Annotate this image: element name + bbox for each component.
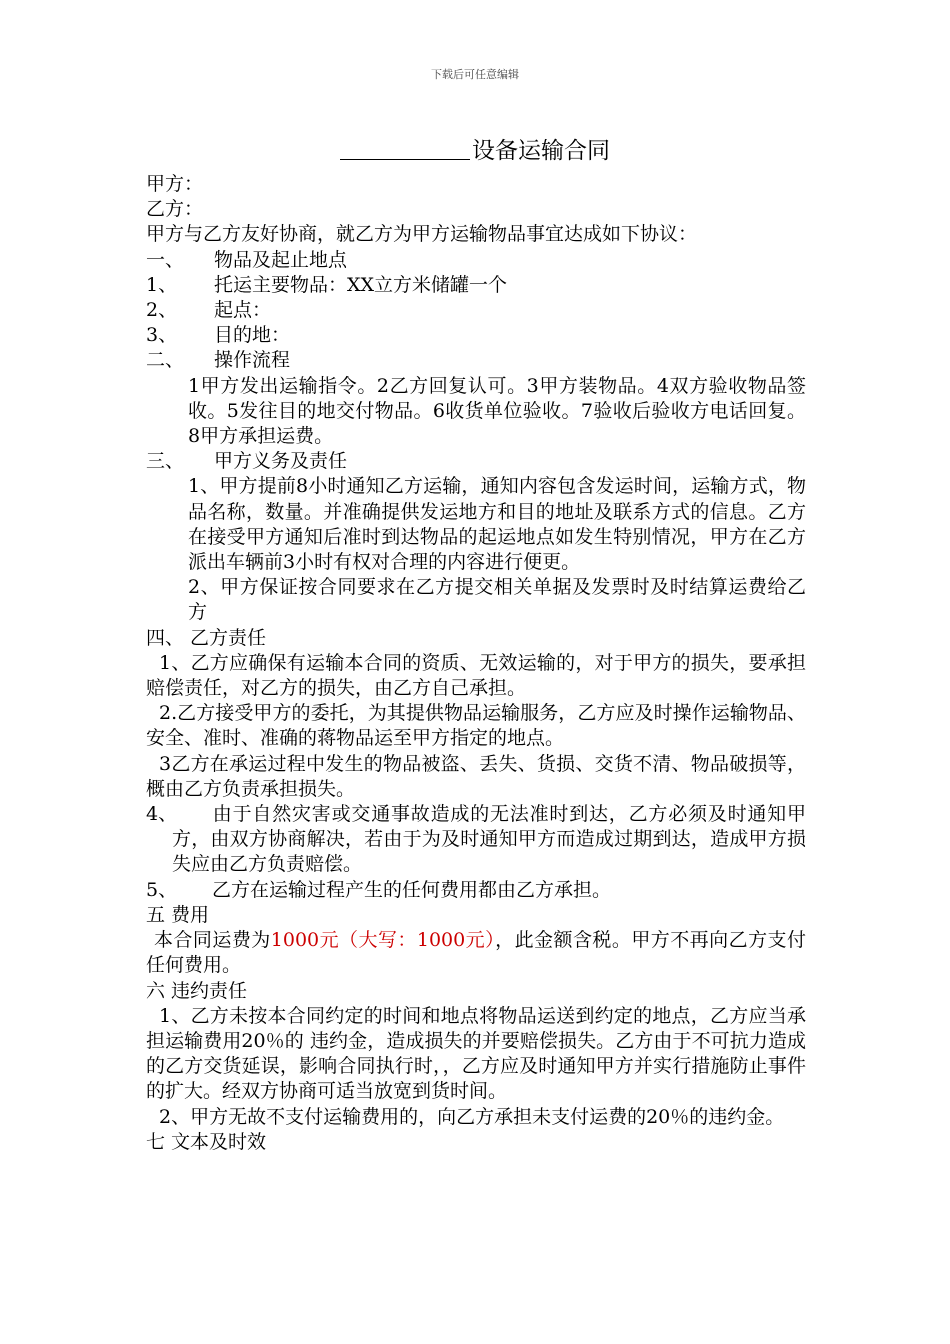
contract-body xyxy=(146,172,806,1155)
section-5-heading: 五 费用 xyxy=(146,903,210,926)
section-6-paragraph-2: 2、甲方无故不支付运输费用的，向乙方承担未支付运费的20％的违约金。 xyxy=(159,1105,785,1128)
section-3-heading xyxy=(146,449,806,474)
section-4-paragraph-1: 1、乙方应确保有运输本合同的资质、无效运输的，对于甲方的损失，要承担赔偿责任，对乙方的损失，由乙方自己承担。 xyxy=(146,651,806,700)
section-1-item-2 xyxy=(146,298,806,323)
party-b-line: 乙方： xyxy=(146,198,204,221)
title-blank-line xyxy=(340,137,470,160)
title-text: 设备运输合同 xyxy=(472,138,610,164)
section-1-title: 物品及起止地点 xyxy=(214,248,348,271)
section-3-paragraph-1: 1、甲方提前8小时通知乙方运输，通知内容包含发运时间，运输方式，物品名称，数量。并准确提供发运地方和目的地址及联系方式的信息。乙方在接受甲方通知后准时到达物品的起运地点如发生特别情况，甲方在乙方派出车辆前3小时有权对合理的内容进行便更。 xyxy=(188,475,806,574)
section-2-body: 1甲方发出运输指令。2乙方回复认可。3甲方装物品。4双方验收物品签收。5发往目的地交付物品。6收货单位验收。7验收后验收方电话回复。8甲方承担运费。 xyxy=(188,374,806,448)
party-a-line: 甲方： xyxy=(146,173,204,195)
intro-paragraph: 甲方与乙方友好协商，就乙方为甲方运输物品事宜达成如下协议： xyxy=(146,223,698,246)
section-1-item-1 xyxy=(146,273,806,298)
item-text: 乙方在运输过程产生的任何费用都由乙方承担。 xyxy=(212,878,612,901)
section-1-item-3 xyxy=(146,323,806,348)
section-4-paragraph-3: 3乙方在承运过程中发生的物品被盗、丢失、货损、交货不清、物品破损等，概由乙方负责承担损失。 xyxy=(146,752,806,800)
section-3-number: 三、 xyxy=(146,450,185,473)
item-text: 托运主要物品：XX立方米储罐一个 xyxy=(214,273,508,296)
section-2-title: 操作流程 xyxy=(214,349,291,372)
section-4-heading: 四、 乙方责任 xyxy=(146,626,267,649)
section-5-paragraph xyxy=(146,928,806,978)
fee-amount: 1000元（大写：1000元） xyxy=(270,929,496,952)
item-text: 起点： xyxy=(214,299,272,322)
section-3-paragraph-2: 2、甲方保证按合同要求在乙方提交相关单据及发票时及时结算运费给乙方 xyxy=(188,576,806,624)
item-number: 2、 xyxy=(146,299,178,322)
section-1-heading xyxy=(146,248,806,273)
section-2-heading xyxy=(146,348,806,373)
section-6-heading: 六 违约责任 xyxy=(146,979,248,1002)
section-4-paragraph-2: 2.乙方接受甲方的委托，为其提供物品运输服务，乙方应及时操作运输物品、安全、准时、准确的蒋物品运至甲方指定的地点。 xyxy=(146,702,806,750)
section-3-title: 甲方义务及责任 xyxy=(214,450,348,473)
section-2-number: 二、 xyxy=(146,349,185,372)
item-number: 3、 xyxy=(146,324,178,347)
item-number: 4、 xyxy=(146,803,178,826)
section-1-number: 一、 xyxy=(146,248,185,271)
item-text: 目的地： xyxy=(214,324,291,347)
page-header: 下载后可任意编辑 xyxy=(431,68,519,81)
section-4-item-5 xyxy=(146,878,806,903)
fee-suffix: ，此金额含税。甲方不再向乙方支付任何费用。 xyxy=(146,929,806,977)
fee-prefix: 本合同运费为 xyxy=(154,929,271,952)
section-4-item-4 xyxy=(146,802,806,878)
section-6-paragraph-1: 1、乙方未按本合同约定的时间和地点将物品运送到约定的地点，乙方应当承担运输费用20％的 违约金，造成损失的并要赔偿损失。乙方由于不可抗力造成的乙方交货延误，影响合同执行时，，乙方应及时通知甲方并实行措施防止事件的扩大。经双方协商可适当放宽到货时间。 xyxy=(146,1004,806,1103)
document-title xyxy=(0,132,950,165)
section-7-heading: 七 文本及时效 xyxy=(146,1130,267,1153)
item-text: 由于自然灾害或交通事故造成的无法准时到达，乙方必须及时通知甲方，由双方协商解决，若由于为及时通知甲方而造成过期到达，造成甲方损失应由乙方负责赔偿。 xyxy=(172,803,806,876)
item-number: 5、 xyxy=(146,878,178,901)
item-number: 1、 xyxy=(146,273,178,296)
